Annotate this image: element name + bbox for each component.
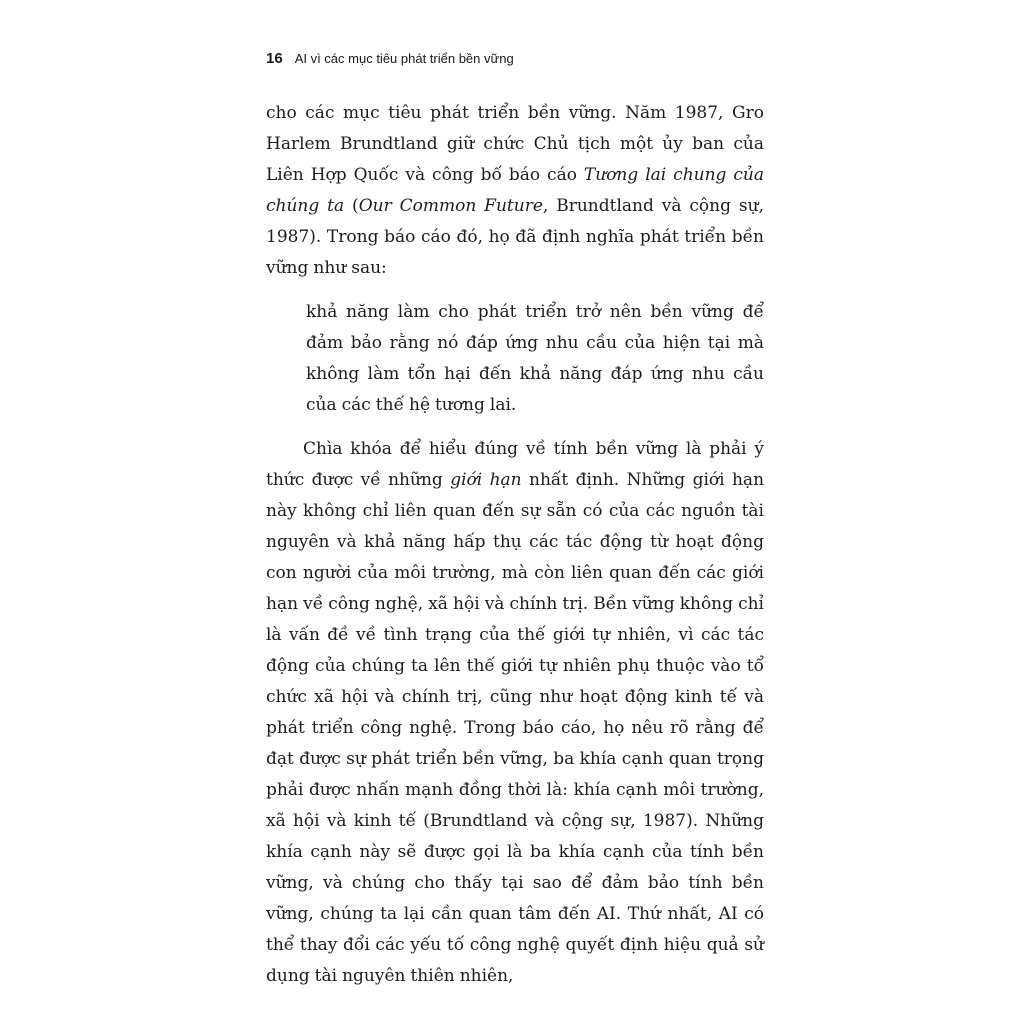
paragraph-1-text-b: ( (344, 196, 359, 216)
paragraph-2-text-b: nhất định. Những giới hạn này không chỉ liên quan đến sự sẵn có của các nguồn tài nguyên và khả năng hấp thụ các tác động từ hoạt động con người của môi trường, mà còn liên quan đến các giới hạn về công nghệ, xã hội và chính trị. Bền vững không chỉ là vấn đề về tình trạng của thế giới tự nhiên, vì các tác động của chúng ta lên thế giới tự nhiên phụ thuộc vào tổ chức xã hội và chính trị, cũng như hoạt động kinh tế và phát triển công nghệ. Trong báo cáo, họ nêu rõ rằng để đạt được sự phát triển bền vững, ba khía cạnh quan trọng phải được nhấn mạnh đồng thời là: khía cạnh môi trường, xã hội và kinh tế (Brundtland và cộng sự, 1987). Những khía cạnh này sẽ được gọi là ba khía cạnh của tính bền vững, và chúng cho thấy tại sao để đảm bảo tính bền vững, chúng ta lại cần quan tâm đến AI. Thứ nhất, AI có thể thay đổi các yếu tố công nghệ quyết định hiệu quả sử dụng tài nguyên thiên nhiên, (266, 470, 765, 986)
page-number: 16 (266, 50, 283, 67)
paragraph-2 (266, 434, 764, 992)
body-text (266, 98, 764, 992)
paragraph-1-italic-title-vi: Tương lai chung của chúng ta (266, 165, 764, 216)
paragraph-1-text-c: , Brundtland và cộng sự, 1987). Trong báo cáo đó, họ đã định nghĩa phát triển bền vững như sau: (266, 196, 764, 278)
paragraph-2-text-a: Chìa khóa để hiểu đúng về tính bền vững là phải ý thức được về những (266, 439, 764, 490)
paragraph-2-italic-term: giới hạn (450, 470, 522, 490)
paragraph-1-text-a: cho các mục tiêu phát triển bền vững. Năm 1987, Gro Harlem Brundtland giữ chức Chủ tịch một ủy ban của Liên Hợp Quốc và công bố báo cáo (266, 103, 764, 185)
running-header (266, 50, 514, 72)
paragraph-1 (266, 98, 764, 284)
block-quote: khả năng làm cho phát triển trở nên bền vững để đảm bảo rằng nó đáp ứng nhu cầu của hiện tại mà không làm tổn hại đến khả năng đáp ứng nhu cầu của các thế hệ tương lai. (306, 302, 764, 415)
paragraph-1-italic-title-en: Our Common Future (358, 196, 543, 216)
running-title: AI vì các mục tiêu phát triển bền vững (294, 51, 514, 66)
